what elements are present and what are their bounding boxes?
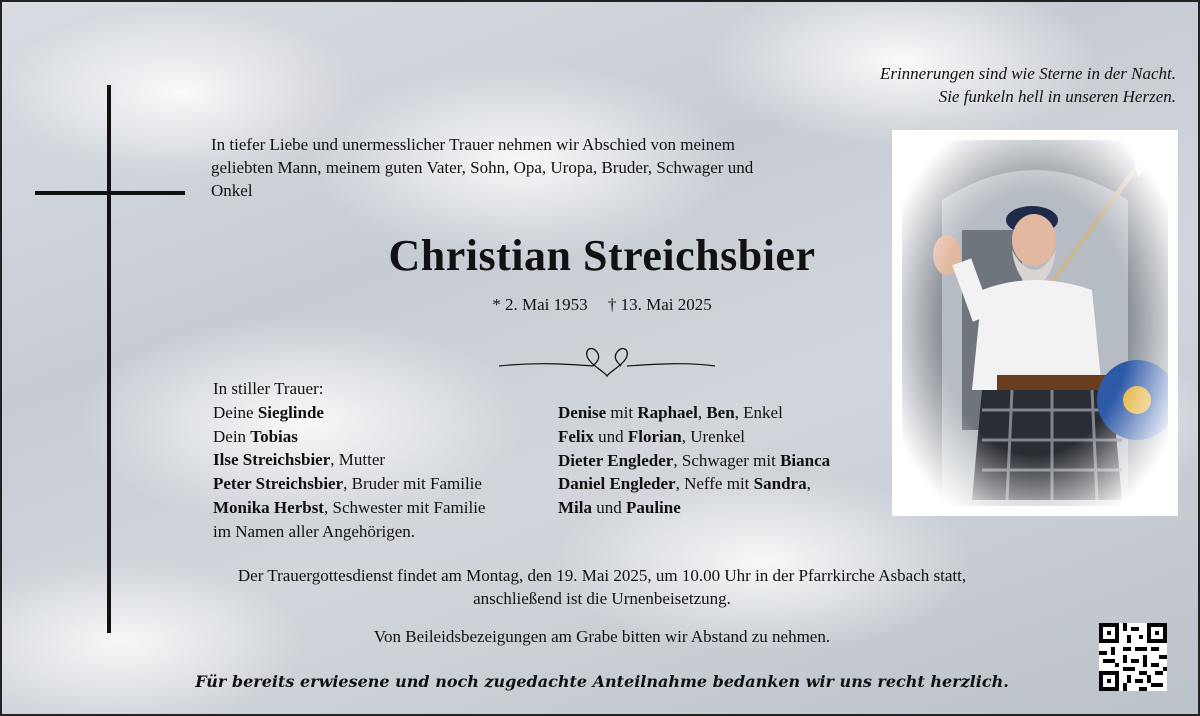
cross-icon bbox=[107, 85, 111, 633]
service-info bbox=[182, 564, 1022, 610]
mourner-name: Pauline bbox=[626, 498, 681, 518]
mourner-line bbox=[213, 472, 543, 496]
mourner-text: , bbox=[697, 403, 707, 422]
mourners-left bbox=[213, 377, 543, 544]
mourner-name: Ben bbox=[706, 403, 735, 422]
mourner-text: und bbox=[593, 426, 628, 446]
mourner-name: Dieter Engleder bbox=[558, 450, 674, 470]
mourner-line bbox=[558, 401, 898, 425]
mourner-name: Tobias bbox=[250, 426, 298, 446]
qr-code-icon[interactable] bbox=[1099, 623, 1167, 691]
mourner-name: Mila bbox=[558, 498, 592, 518]
death-date: † 13. Mai 2025 bbox=[607, 295, 712, 314]
portrait-photo bbox=[902, 140, 1168, 506]
mourner-text: , Schwester mit Familie bbox=[323, 497, 486, 517]
birth-date: * 2. Mai 1953 bbox=[492, 295, 588, 314]
portrait-frame bbox=[892, 130, 1178, 516]
mourner-name: Sieglinde bbox=[257, 402, 324, 422]
mourner-text: mit bbox=[606, 403, 638, 422]
mourner-text: , Mutter bbox=[330, 450, 386, 470]
mourner-text: , Enkel bbox=[734, 403, 783, 422]
motto-line: Sie funkeln hell in unseren Herzen. bbox=[938, 87, 1176, 106]
motto bbox=[880, 62, 1176, 108]
mourner-text: im Namen aller Angehörigen. bbox=[213, 521, 416, 541]
mourner-name: Monika Herbst bbox=[213, 497, 324, 517]
mourner-text: , Bruder mit Familie bbox=[343, 474, 482, 494]
mourner-name: Felix bbox=[558, 426, 594, 446]
mourner-line bbox=[213, 448, 543, 472]
mourner-name: Sandra bbox=[753, 474, 807, 494]
deceased-name: Christian Streichsbier bbox=[388, 231, 816, 280]
condolence-note: Von Beileidsbezeigungen am Grabe bitten wir Abstand zu nehmen. bbox=[373, 627, 831, 646]
mourner-line bbox=[213, 496, 543, 520]
mourner-line bbox=[558, 449, 898, 473]
thanks-note: Für bereits erwiesene und noch zugedachte Anteilnahme bedanken wir uns recht herzlich. bbox=[195, 672, 1009, 691]
mourner-text: Deine bbox=[213, 402, 258, 422]
mourner-name: Florian bbox=[627, 426, 682, 446]
intro-text bbox=[211, 133, 881, 202]
service-line: anschließend ist die Urnenbeisetzung. bbox=[473, 589, 731, 608]
mourner-text: , bbox=[806, 474, 811, 494]
life-dates bbox=[302, 295, 902, 315]
mourner-text: und bbox=[592, 498, 626, 518]
portrait-figure-icon bbox=[902, 140, 1168, 506]
heart-ornament-icon bbox=[497, 340, 717, 380]
mourner-text: , Urenkel bbox=[681, 426, 745, 446]
mourner-line bbox=[213, 520, 543, 544]
mourners-right bbox=[558, 401, 898, 520]
mourners-heading: In stiller Trauer: bbox=[213, 379, 324, 398]
mourner-line bbox=[558, 496, 898, 520]
mourner-line bbox=[558, 425, 898, 449]
intro-line: In tiefer Liebe und unermesslicher Trauer nehmen wir Abschied von meinem bbox=[211, 135, 736, 154]
mourner-text: , Schwager mit bbox=[673, 450, 781, 470]
intro-line: Onkel bbox=[211, 181, 253, 200]
mourner-name: Daniel Engleder bbox=[558, 474, 676, 494]
mourner-text: Dein bbox=[213, 426, 251, 446]
mourner-name: Denise bbox=[558, 403, 607, 422]
mourner-text: , Neffe mit bbox=[675, 474, 754, 494]
intro-line: geliebten Mann, meinem guten Vater, Sohn, Opa, Uropa, Bruder, Schwager und bbox=[211, 158, 754, 177]
mourner-line bbox=[213, 401, 543, 425]
motto-line: Erinnerungen sind wie Sterne in der Nacht. bbox=[879, 64, 1176, 83]
mourner-name: Peter Streichsbier bbox=[213, 474, 344, 494]
service-line: Der Trauergottesdienst findet am Montag, den 19. Mai 2025, um 10.00 Uhr in der Pfarrkirche Asbach statt, bbox=[237, 566, 967, 585]
mourner-line bbox=[558, 472, 898, 496]
cross-icon-bar bbox=[35, 191, 185, 195]
mourner-name: Raphael bbox=[637, 403, 698, 422]
mourner-line bbox=[213, 425, 543, 449]
mourner-name: Ilse Streichsbier bbox=[213, 450, 331, 470]
mourner-name: Bianca bbox=[780, 450, 831, 470]
